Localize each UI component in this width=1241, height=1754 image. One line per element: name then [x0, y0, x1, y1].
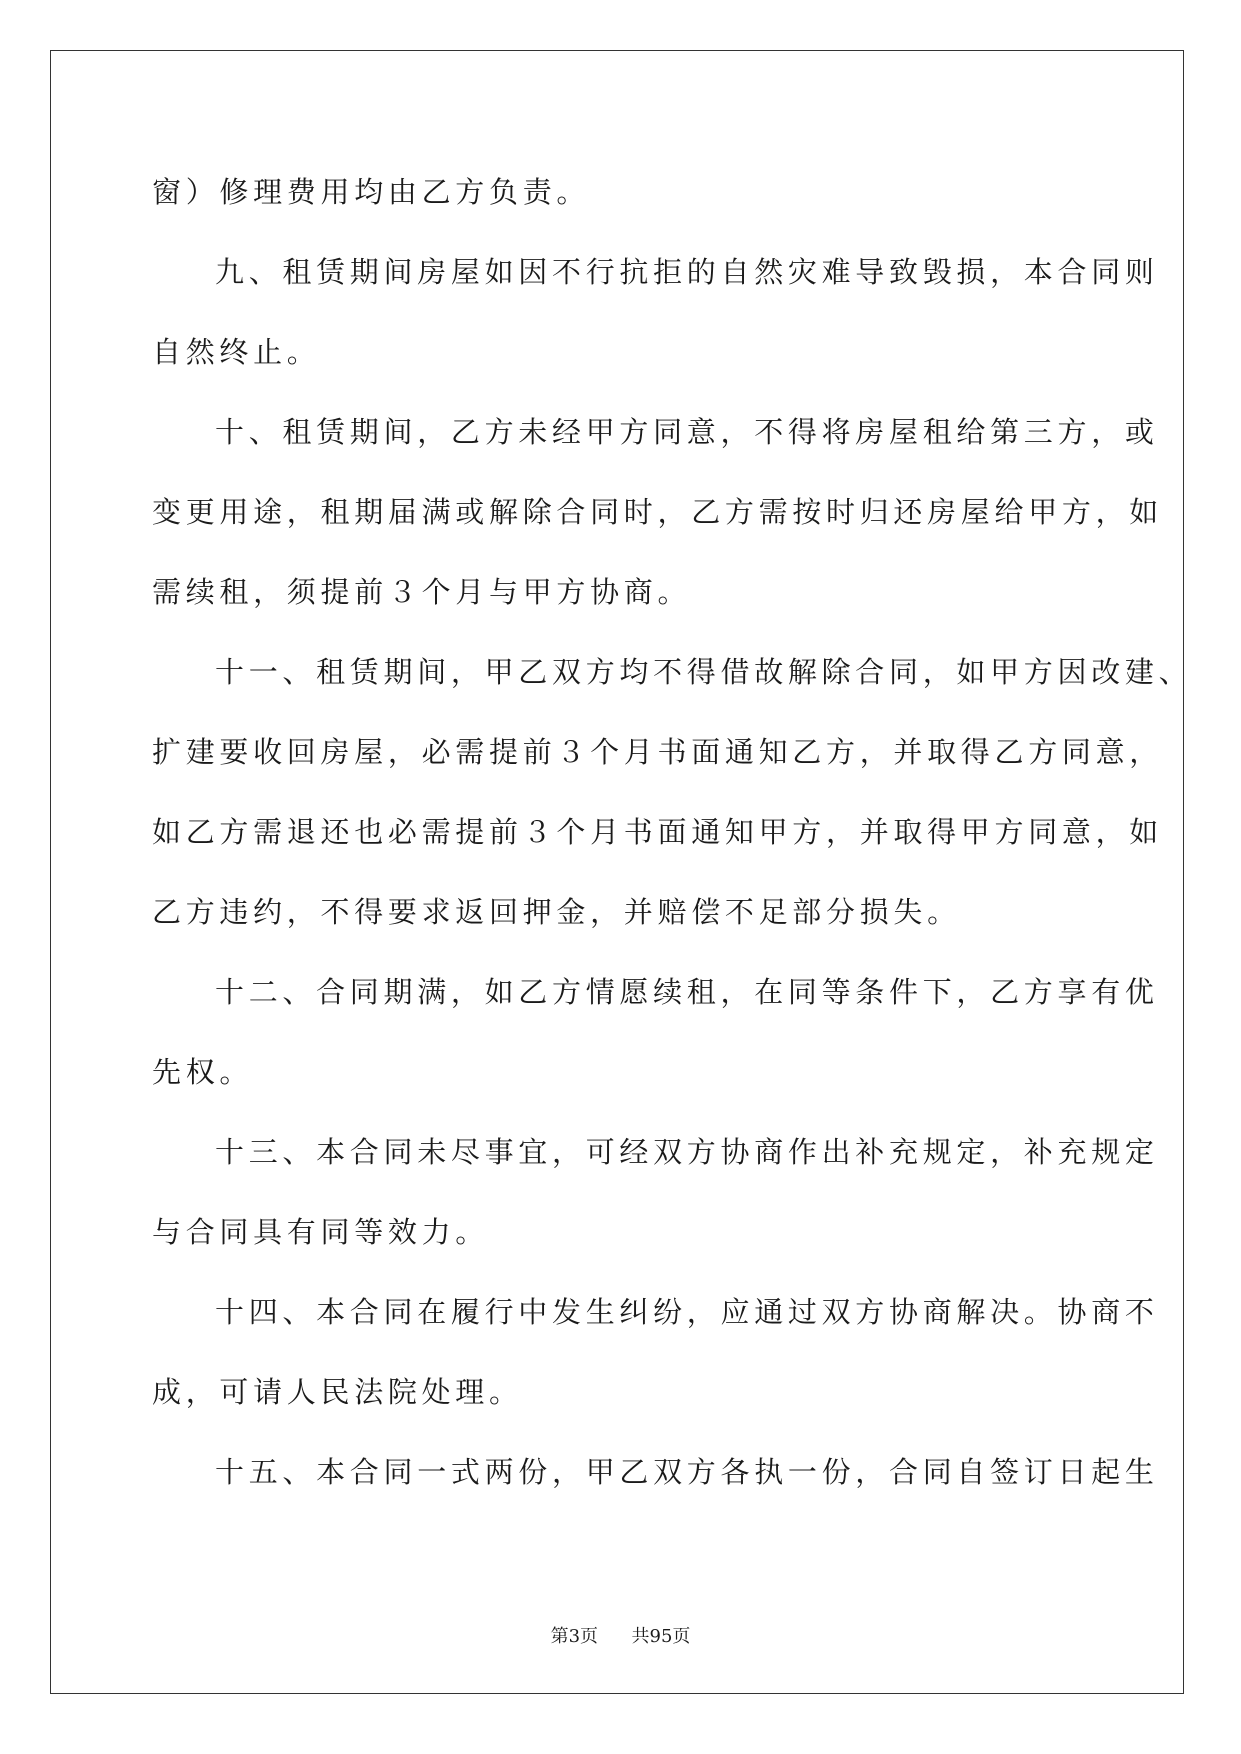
- text-line: 成，可请人民法院处理。: [152, 1375, 523, 1409]
- text-line: 先权。: [152, 1055, 254, 1089]
- text-line: 十一、租赁期间，甲乙双方均不得借故解除合同，如甲方因改建、: [215, 655, 1193, 689]
- text-line: 扩建要收回房屋，必需提前３个月书面通知乙方，并取得乙方同意，: [152, 735, 1164, 769]
- text-line: 十四、本合同在履行中发生纠纷，应通过双方协商解决。协商不: [215, 1295, 1159, 1329]
- text-line: 乙方违约，不得要求返回押金，并赔偿不足部分损失。: [152, 895, 961, 929]
- text-line: 十、租赁期间，乙方未经甲方同意，不得将房屋租给第三方，或: [215, 415, 1159, 449]
- text-line: 变更用途，租期届满或解除合同时，乙方需按时归还房屋给甲方，如: [152, 495, 1164, 529]
- text-line: 如乙方需退还也必需提前３个月书面通知甲方，并取得甲方同意，如: [152, 815, 1164, 849]
- page-footer: [0, 1622, 1241, 1648]
- text-line: 窗）修理费用均由乙方负责。: [152, 175, 591, 209]
- text-line: 九、租赁期间房屋如因不行抗拒的自然灾难导致毁损，本合同则: [215, 255, 1159, 289]
- page-border: [50, 50, 1184, 1694]
- text-line: 需续租，须提前３个月与甲方协商。: [152, 575, 692, 609]
- text-line: 十五、本合同一式两份，甲乙双方各执一份，合同自签订日起生: [215, 1455, 1159, 1489]
- page-number-total: 共95页: [631, 1626, 691, 1647]
- text-line: 十二、合同期满，如乙方情愿续租，在同等条件下，乙方享有优: [215, 975, 1159, 1009]
- text-line: 与合同具有同等效力。: [152, 1215, 490, 1249]
- text-line: 十三、本合同未尽事宜，可经双方协商作出补充规定，补充规定: [215, 1135, 1159, 1169]
- page-number-current: 第3页: [550, 1626, 599, 1647]
- text-line: 自然终止。: [152, 335, 321, 369]
